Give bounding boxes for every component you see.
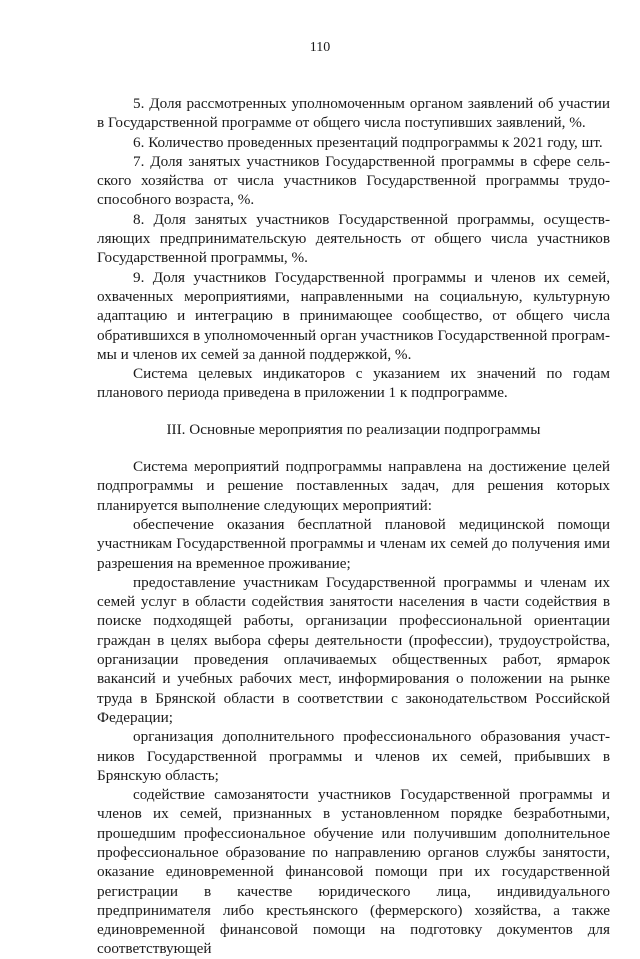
measure-self-employment: содействие самозанятости участников Государственной программы и членов их семей, признанных в установленном порядке безработными, прошедшим профессиональное обучение или получившим дополнительное профессиональное образование по направлению органов службы занятости, оказание единовременной финансовой помощи при их государственной регистрации в качестве юридического лица, индивидуального предпринимателя либо крестьянского (фермерского) хозяйства, а также единовременной финансовой помощи на подготовку документов для соответствующей bbox=[97, 786, 610, 958]
indicator-paragraph-7: 7. Доля занятых участников Государственной программы в сфере сельского хозяйства от числа участников Государственной программы трудоспособного возраста, %. bbox=[97, 152, 610, 209]
indicator-paragraph-8: 8. Доля занятых участников Государственной программы, осуществляющих предпринимательскую деятельность от общего числа участников Государственной программы, %. bbox=[97, 210, 610, 267]
indicator-paragraph-6: 6. Количество проведенных презентаций подпрограммы к 2021 году, шт. bbox=[133, 133, 603, 151]
section-intro-paragraph: Система мероприятий подпрограммы направлена на достижение целей подпрограммы и решение поставленных задач, для решения которых планируется выполнение следующих мероприятий: bbox=[97, 458, 610, 514]
section-heading: III. Основные мероприятия по реализации подпрограммы bbox=[166, 420, 541, 438]
indicator-paragraph-5: 5. Доля рассмотренных уполномоченным органом заявлений об участии в Государственной программе от общего числа поступивших заявлений, %. bbox=[97, 95, 610, 132]
measure-professional-education: организация дополнительного профессионального образования участников Государственной программы и членов их семей, прибывших в Брянскую область; bbox=[97, 728, 610, 784]
indicator-summary-paragraph: Система целевых индикаторов с указанием их значений по годам планового периода приведена в приложении 1 к подпрограмме. bbox=[97, 365, 610, 402]
page-number: 110 bbox=[309, 40, 331, 55]
measure-employment-services: предоставление участникам Государственной программы и членам их семей услуг в области содействия занятости населения в части содействия в поиске подходящей работы, организации профессиональной ориентации граждан в целях выбора сферы деятельности (профессии), трудоустройства, организации проведения оплачиваемых общественных работ, ярмарок вакансий и учебных рабочих мест, информирования о положении на рынке труда в Брянской области в соответствии с законодательством Российской Федерации; bbox=[97, 573, 610, 726]
measure-medical-care: обеспечение оказания бесплатной плановой медицинской помощи участникам Государственной программы и членам их семей до получения ими разрешения на временное проживание; bbox=[97, 515, 610, 572]
document-body bbox=[97, 94, 610, 959]
indicator-paragraph-9: 9. Доля участников Государственной программы и членов их семей, охваченных мероприятиями, направленными на социальную, культурную адаптацию и интеграцию в принимающее сообщество, от общего числа обратившихся в уполномоченный орган участников Государственной программы и членов их семей за данной поддержкой, %. bbox=[97, 268, 610, 363]
